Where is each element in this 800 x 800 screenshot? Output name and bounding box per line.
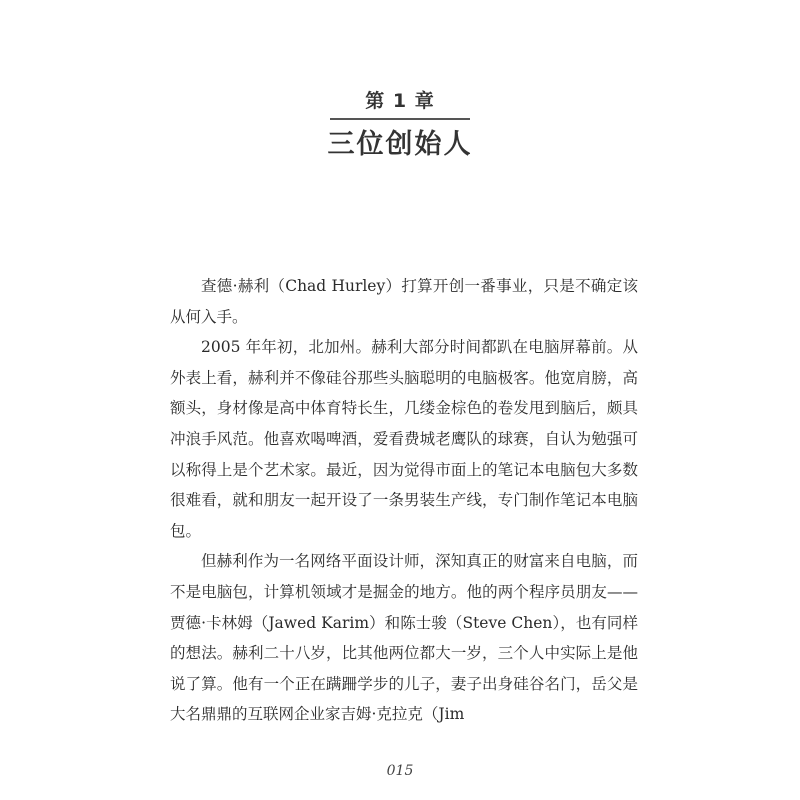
page-number: 015 (386, 763, 414, 779)
chapter-title: 三位创始人 (327, 129, 473, 160)
paragraph: 查德·赫利（Chad Hurley）打算开创一番事业，只是不确定该从何入手。 (170, 277, 638, 326)
paragraph: 2005 年年初，北加州。赫利大部分时间都趴在电脑屏幕前。从外表上看，赫利并不像硅谷那些头脑聪明的电脑极客。他宽肩膀，高额头，身材像是高中体育特长生，几缕金棕色的卷发甩到脑后，颇具冲浪手风范。他喜欢喝啤酒，爱看费城老鹰队的球赛，自认为勉强可以称得上是个艺术家。最近，因为觉得市面上的笔记本电脑包大多数很难看，就和朋友一起开设了一条男装生产线，专门制作笔记本电脑包。 (170, 338, 638, 540)
chapter-label: 第 1 章 (365, 90, 435, 112)
title-divider (330, 118, 470, 120)
paragraph: 但赫利作为一名网络平面设计师，深知真正的财富来自电脑，而不是电脑包，计算机领域才是掘金的地方。他的两个程序员朋友——贾德·卡林姆（Jawed Karim）和陈士骏（Steve Chen），也有同样的想法。赫利二十八岁，比其他两位都大一岁，三个人中实际上是他说了算。他有一个正在蹒跚学步的儿子，妻子出身硅谷名门，岳父是大名鼎鼎的互联网企业家吉姆·克拉克（Jim (170, 552, 638, 724)
body-text (170, 271, 638, 730)
